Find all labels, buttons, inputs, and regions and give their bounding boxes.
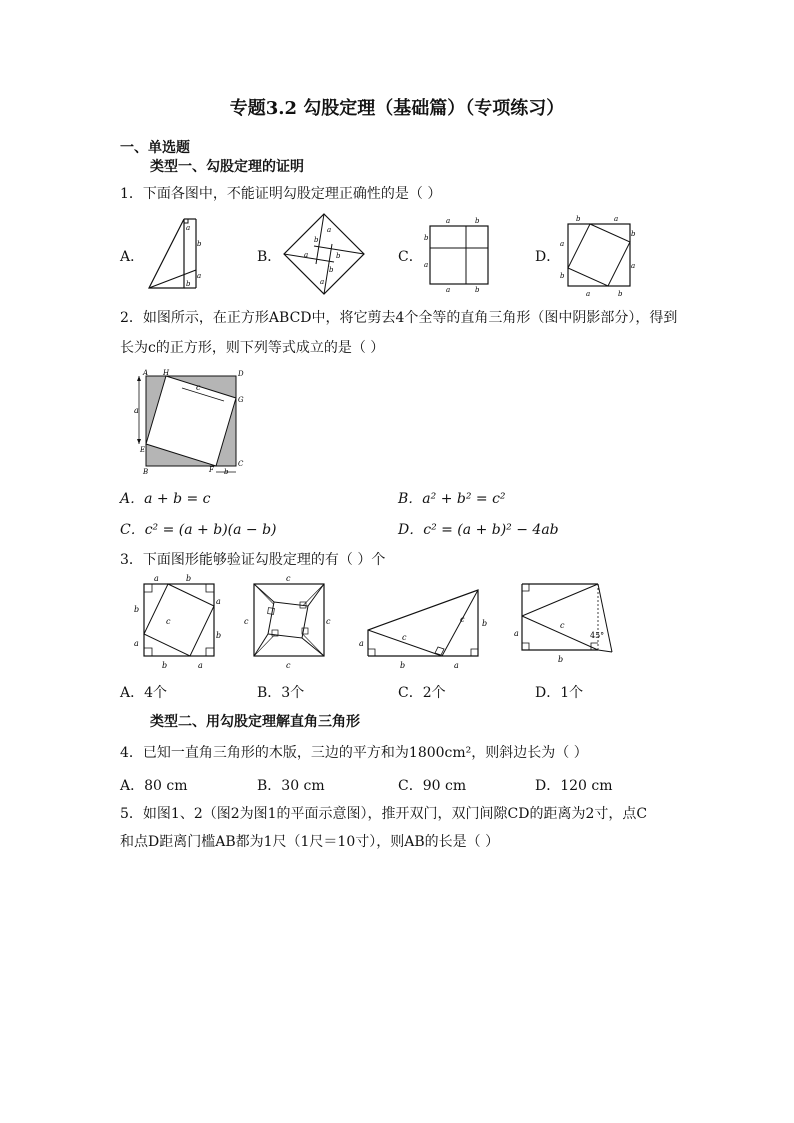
label-b: b [560,272,565,280]
section-heading: 一、单选题 [120,140,190,156]
label-c: c [402,633,407,642]
q2-option-d: D．c² = (a + b)² − 4ab [398,522,559,538]
q3-option-c: C．2个 [398,685,446,701]
label-a: a [631,262,636,270]
label-a: a [186,224,191,232]
question-4: 4．已知一直角三角形的木版，三边的平方和为1800cm²，则斜边长为（ ） [120,745,588,761]
q1-figure-d [560,212,636,298]
label-b: b [224,468,229,476]
q1-option-a: A． [120,249,145,265]
q1-option-b: B． [257,249,282,265]
type-heading-1: 类型一、勾股定理的证明 [150,159,304,175]
type-heading-2: 类型二、用勾股定理解直角三角形 [150,714,360,730]
label-b: b [482,619,488,628]
label-G: G [238,396,244,404]
label-b: b [197,240,202,248]
label-b: b [134,605,140,614]
label-b: b [424,234,429,242]
question-2-line-2: 长为c的正方形，则下列等式成立的是（ ） [120,340,385,356]
label-F: F [209,466,214,474]
label-a: a [446,286,451,294]
label-a: a [327,226,332,234]
label-a: a [514,629,519,638]
label-c: c [286,574,291,583]
label-a: a [134,406,139,415]
label-a: a [320,278,325,286]
label-b: b [400,661,406,670]
label-H: H [163,369,170,377]
label-a: a [586,290,591,298]
q1-option-c: C． [398,249,423,265]
question-1: 1．下面各图中，不能证明勾股定理正确性的是（ ） [120,186,442,202]
label-b: b [618,290,623,298]
label-c: c [244,617,249,626]
label-b: b [186,574,192,583]
label-a: a [446,217,451,225]
q1-figure-c [424,214,492,294]
label-a: a [197,272,202,280]
label-a: a [424,261,429,269]
label-c: c [326,617,331,626]
label-c: c [460,615,465,624]
q4-option-b: B．30 cm [257,778,325,794]
label-b: b [475,217,480,225]
label-b: b [631,230,636,238]
label-b: b [314,236,319,244]
label-b: b [162,661,168,670]
question-5-line-2: 和点D距离门槛AB都为1尺（1尺＝10寸），则AB的长是（ ） [120,834,500,850]
label-a: a [198,661,203,670]
label-a: a [304,251,309,259]
q3-option-a: A．4个 [120,685,168,701]
label-b: b [336,252,341,260]
label-D: D [238,370,244,378]
label-C: C [238,460,244,468]
label-b: b [558,655,564,664]
label-a: a [154,574,159,583]
label-c: c [560,621,565,630]
label-a: a [560,240,565,248]
q1-option-d: D． [535,249,561,265]
q3-figure-4 [512,578,622,672]
label-a: a [134,639,139,648]
q2-option-a: A．a + b = c [120,491,211,507]
label-45-degree: 45° [590,631,605,640]
label-a: a [614,215,619,223]
q3-figure-1 [134,572,226,670]
q2-option-b: B．a² + b² = c² [398,491,506,507]
label-b: b [186,280,191,288]
question-5-line-1: 5．如图1、2（图2为图1的平面示意图），推开双门，双门间隙CD的距离为2寸，点C [120,806,648,822]
label-b: b [216,631,222,640]
q3-option-d: D．1个 [535,685,584,701]
q2-option-c: C．c² = (a + b)(a − b) [120,522,277,538]
question-2-line-1: 2．如图所示，在正方形ABCD中，将它剪去4个全等的直角三角形（图中阴影部分），得到 [120,310,678,326]
q3-figure-2 [244,572,334,670]
label-B: B [143,468,149,476]
label-b: b [329,266,334,274]
question-3: 3．下面图形能够验证勾股定理的有（ ）个 [120,552,386,568]
q1-figure-b [282,212,366,296]
label-E: E [140,446,146,454]
label-b: b [576,215,581,223]
label-c: c [196,383,201,392]
page-title: 专题3.2 勾股定理（基础篇）（专项练习） [229,98,565,119]
q3-figure-3 [356,582,496,670]
q4-option-d: D．120 cm [535,778,613,794]
q1-figure-a [146,212,206,292]
q4-option-a: A．80 cm [120,778,188,794]
label-a: a [359,639,364,648]
label-c: c [166,617,171,626]
label-c: c [286,661,291,670]
label-b: b [475,286,480,294]
q2-figure-square-abcd [134,368,246,476]
q4-option-c: C．90 cm [398,778,467,794]
q3-option-b: B．3个 [257,685,305,701]
label-a: a [454,661,459,670]
label-a: a [216,597,221,606]
label-A: A [143,369,149,377]
